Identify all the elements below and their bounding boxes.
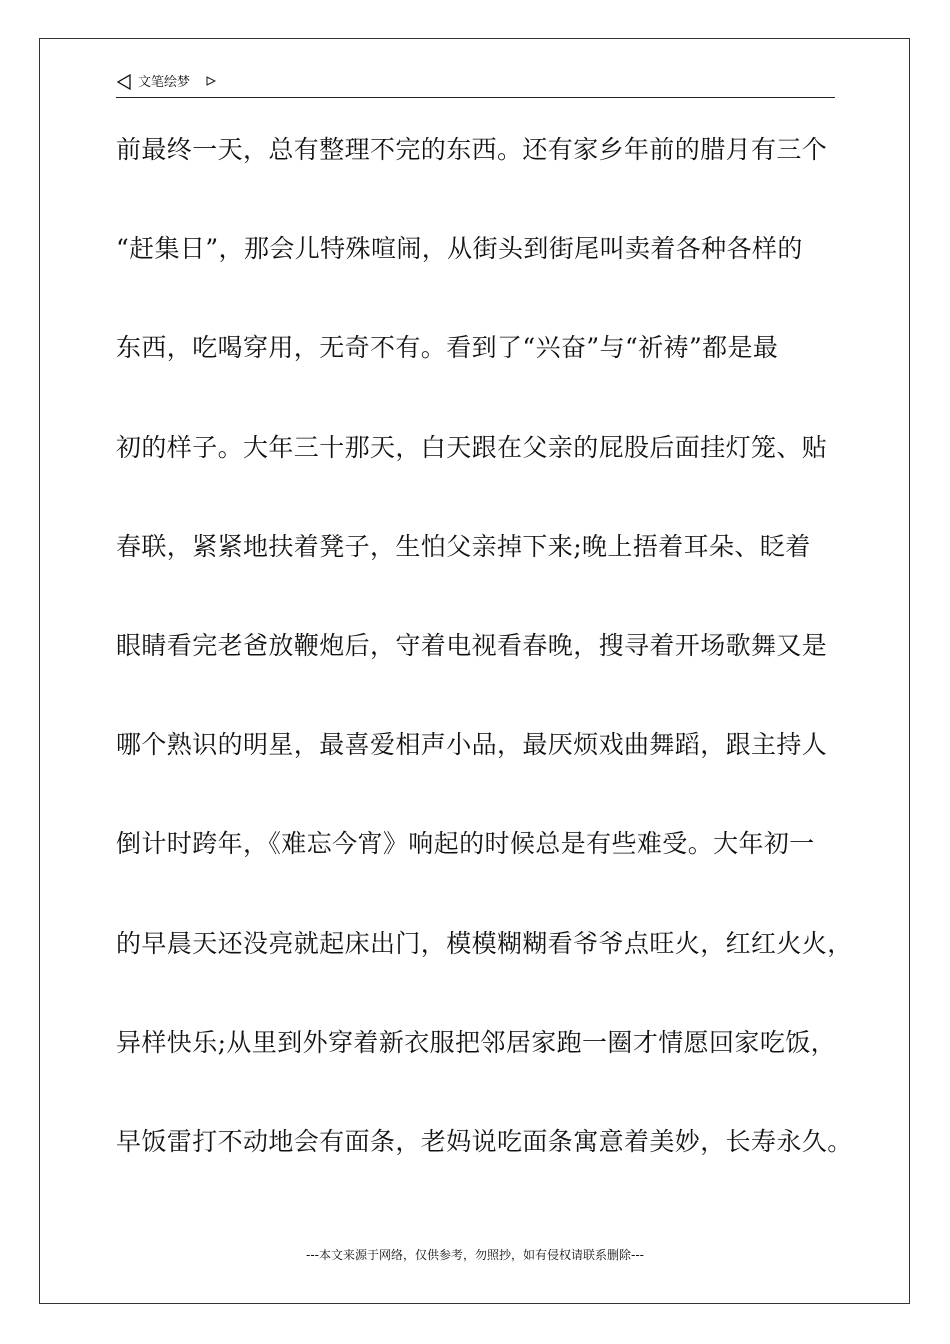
footer-disclaimer: ---本文来源于网络，仅供参考，勿照抄，如有侵权请联系删除--- bbox=[306, 1248, 644, 1262]
document-body bbox=[116, 124, 853, 1215]
text-line: 倒计时跨年，《难忘今宵》响起的时候总是有些难受。大年初一 bbox=[116, 829, 815, 859]
text-line: 的早晨天还没亮就起床出门，模模糊糊看爷爷点旺火，红红火火， bbox=[116, 928, 853, 958]
text-line: 春联，紧紧地扶着凳子，生怕父亲掉下来;晚上捂着耳朵、眨着 bbox=[116, 531, 811, 561]
text-line: 眼睛看完老爸放鞭炮后，守着电视看春晚，搜寻着开场歌舞又是 bbox=[116, 630, 828, 660]
triangle-right-outline-icon bbox=[206, 76, 216, 86]
text-line: 东西，吃喝穿用，无奇不有。看到了“兴奋”与“祈祷”都是最 bbox=[116, 333, 779, 363]
page-header bbox=[116, 70, 835, 98]
triangle-left-outline-icon bbox=[116, 74, 132, 90]
text-line: 早饭雷打不动地会有面条，老妈说吃面条寓意着美妙，长寿永久。 bbox=[116, 1126, 853, 1156]
text-line: “赶集日”，那会儿特殊喧闹，从街头到街尾叫卖着各种各样的 bbox=[116, 234, 803, 264]
text-line: 异样快乐;从里到外穿着新衣服把邻居家跑一圈才情愿回家吃饭， bbox=[116, 1027, 837, 1057]
text-line: 哪个熟识的明星，最喜爱相声小品，最厌烦戏曲舞蹈，跟主持人 bbox=[116, 730, 828, 760]
text-line: 初的样子。大年三十那天，白天跟在父亲的屁股后面挂灯笼、贴 bbox=[116, 432, 828, 462]
header-title: 文笔绘梦 bbox=[138, 75, 191, 90]
text-line: 前最终一天，总有整理不完的东西。还有家乡年前的腊月有三个 bbox=[116, 135, 828, 164]
